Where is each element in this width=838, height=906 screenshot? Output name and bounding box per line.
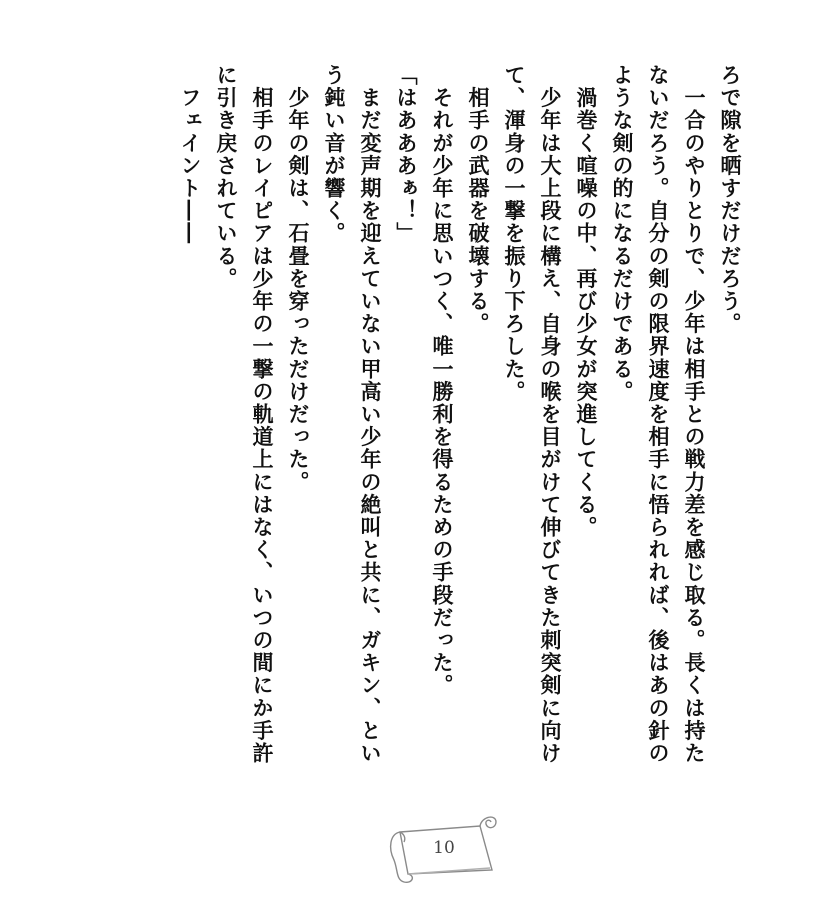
page-number-scroll (386, 808, 498, 890)
vertical-text-body (68, 64, 748, 784)
paragraph-10: 相手のレイピアは少年の一撃の軌道上にはなく、いつの間にか手許に引き戻されている。 (214, 64, 275, 765)
paragraph-4: 少年は大上段に構え、自身の喉を目がけて伸びてきた刺突剣に向けて、渾身の一撃を振り下ろした。 (502, 64, 563, 765)
paragraph-2: 一合のやりとりで、少年は相手との戦力差を感じ取る。長くは持たないだろう。自分の剣の限界速度を相手に悟られれば、後はあの針のような剣の的になるだけである。 (610, 64, 707, 765)
paragraph-7: 「はあああぁ！」 (394, 64, 419, 245)
paragraph-9: 少年の剣は、石畳を穿っただけだった。 (286, 64, 311, 494)
paragraph-11: フェイント―― (178, 64, 203, 245)
paragraph-3: 渦巻く喧噪の中、再び少女が突進してくる。 (574, 64, 599, 539)
paragraph-5: 相手の武器を破壊する。 (466, 64, 491, 336)
paragraph-6: それが少年に思いつく、唯一勝利を得るための手段だった。 (430, 64, 455, 697)
paragraph-8: まだ変声期を迎えていない甲高い少年の絶叫と共に、ガキン、という鈍い音が響く。 (322, 64, 383, 765)
page-number: 10 (433, 838, 455, 858)
paragraph-1: ろで隙を晒すだけだろう。 (718, 64, 743, 336)
